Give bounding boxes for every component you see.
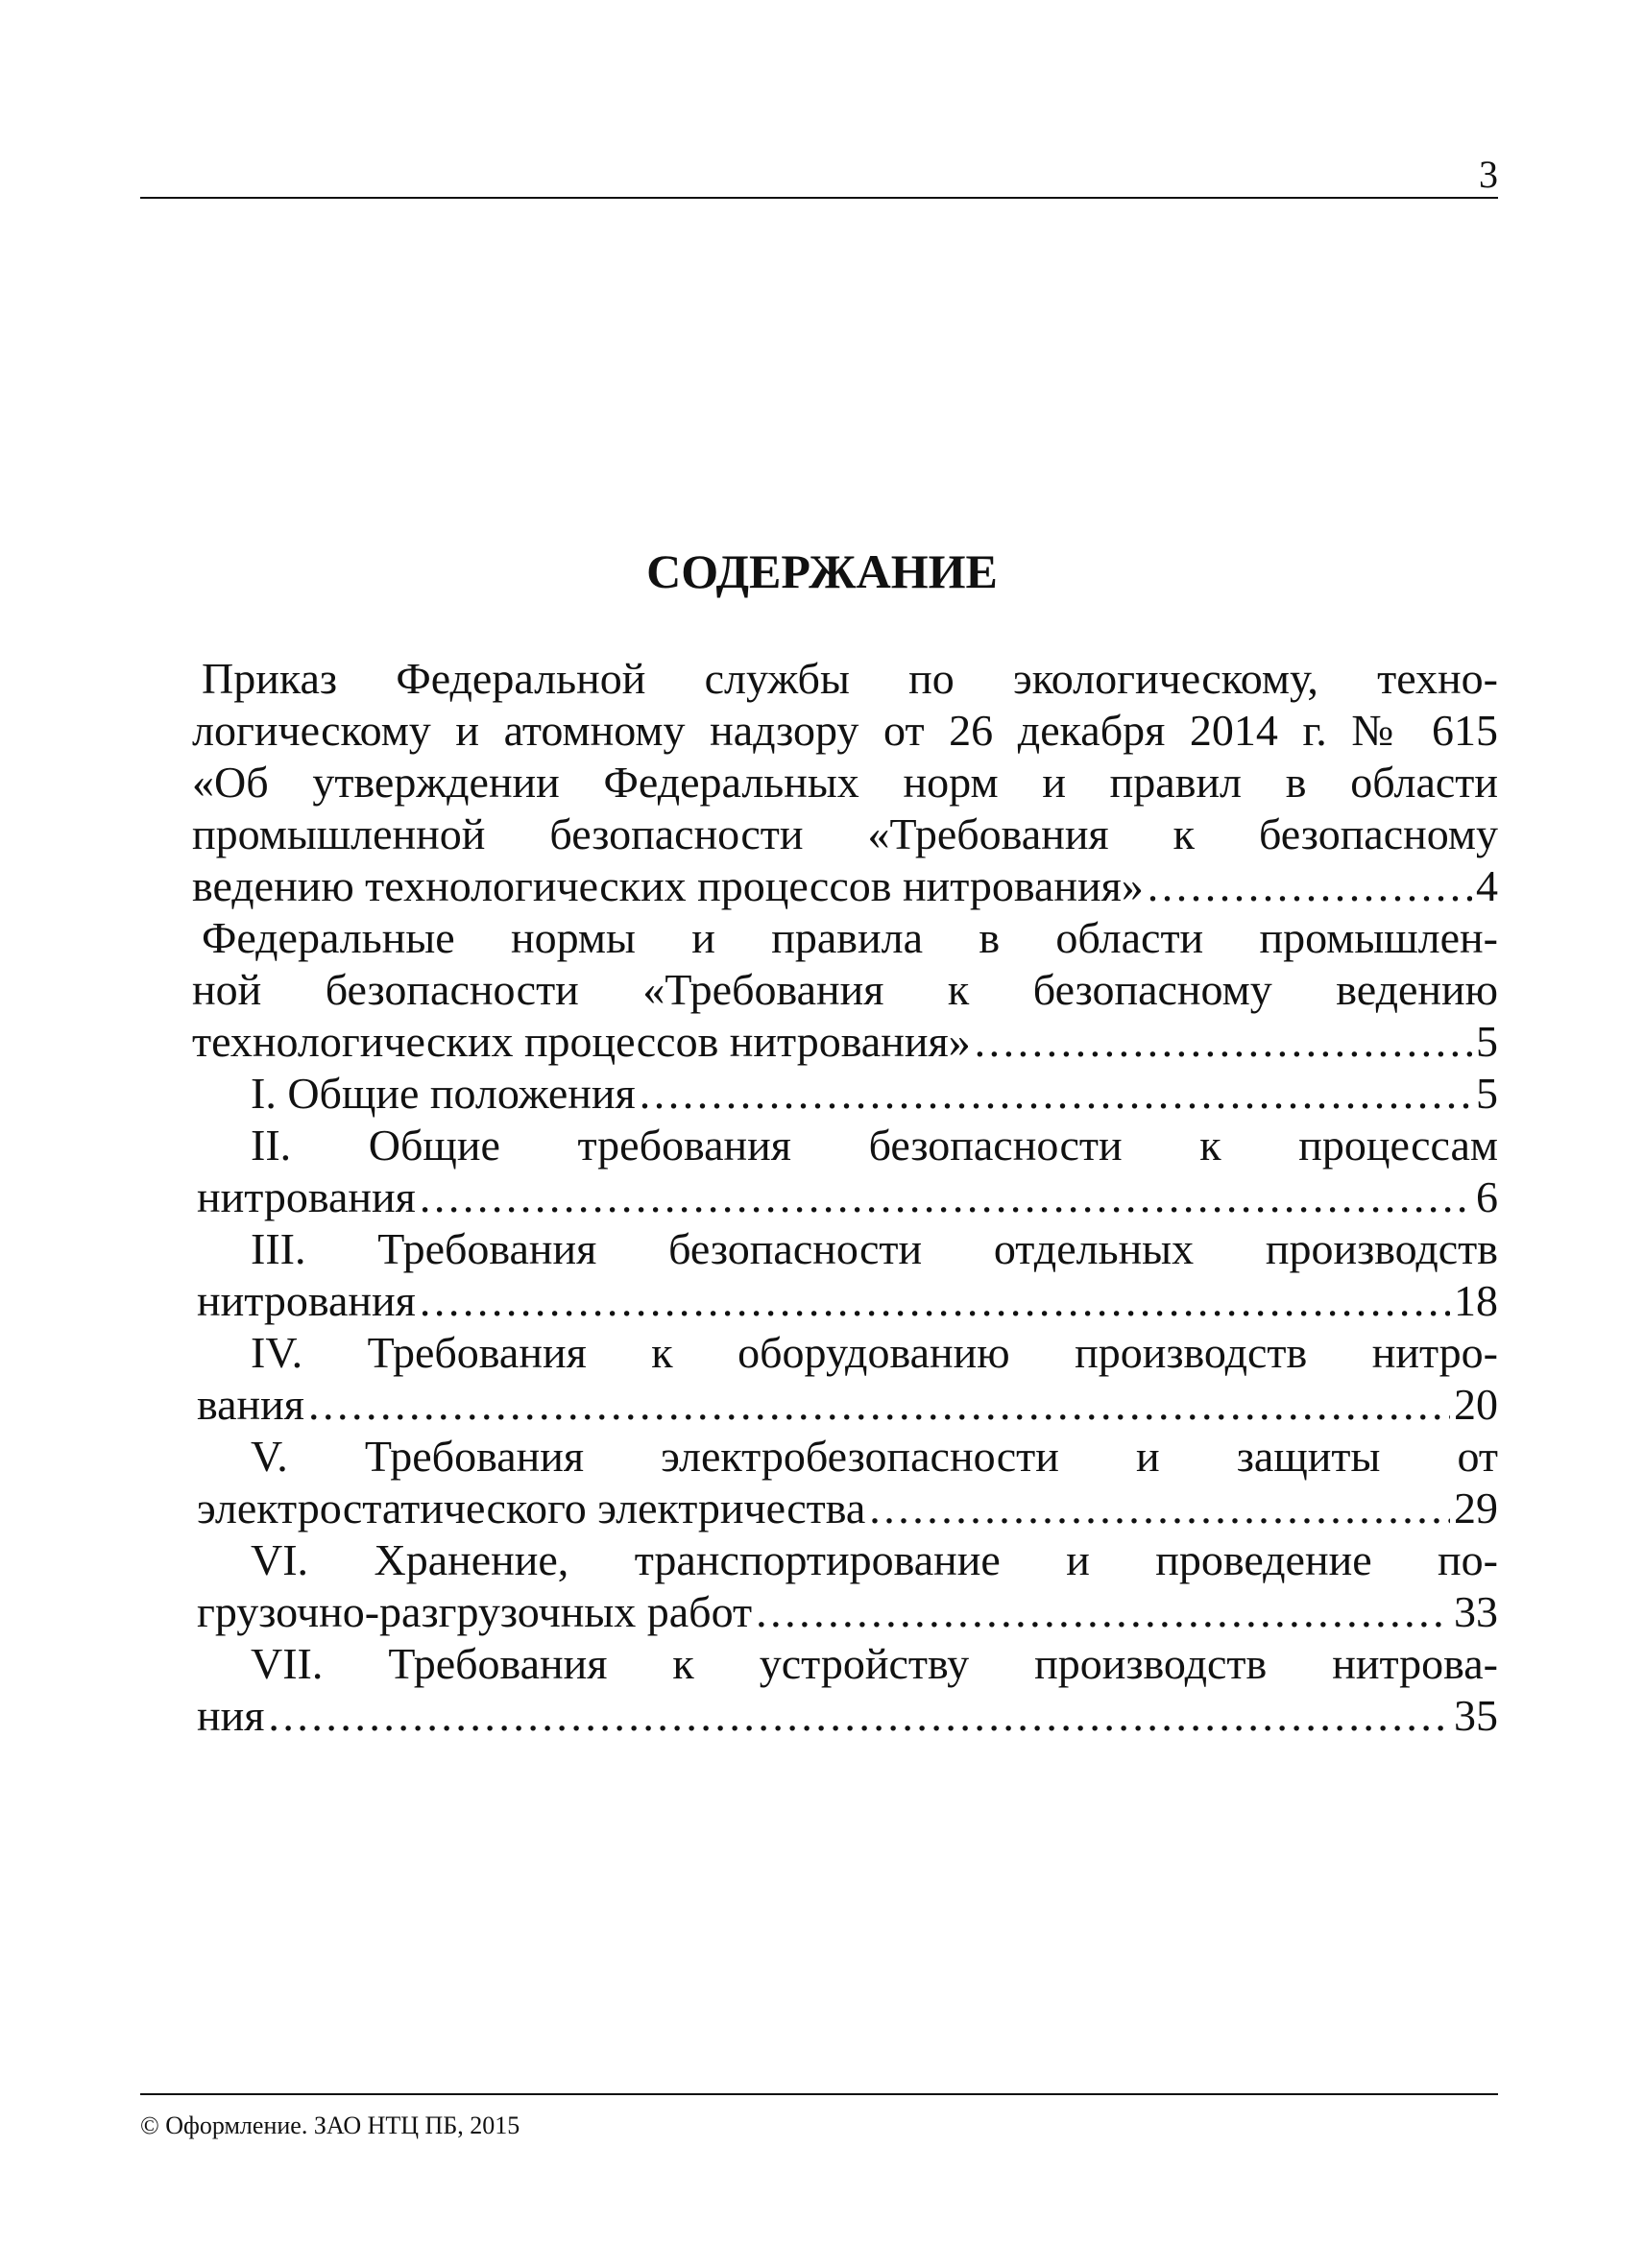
toc-entry-line: электростатического электричества: [197, 1484, 866, 1532]
toc-entry-order[interactable]: [192, 653, 1498, 912]
toc-page-number: 35: [1454, 1691, 1498, 1740]
toc-entry-line: ведению технологических процессов нитрования»: [192, 861, 1144, 910]
toc-entry-section-3[interactable]: [192, 1223, 1498, 1327]
toc-entry-line: ной безопасности «Требования к безопасному ведению: [192, 965, 1498, 1014]
toc-entry-line: V. Требования электробезопасности и защиты от: [251, 1432, 1498, 1481]
toc-entry-section-4[interactable]: [192, 1327, 1498, 1431]
toc-entry-federal-norms[interactable]: [192, 912, 1498, 1068]
toc-entry-leader-line: [192, 1379, 1498, 1431]
toc-page-number: 5: [1476, 1017, 1498, 1066]
toc-page-number: 33: [1454, 1587, 1498, 1636]
dot-leader: [420, 1275, 1450, 1327]
toc-entry-line: I. Общие положения: [251, 1069, 636, 1118]
toc-entry-line: ния: [197, 1691, 265, 1740]
toc-entry-line: нитрования: [197, 1172, 416, 1221]
toc-entry-section-7[interactable]: [192, 1638, 1498, 1742]
dot-leader: [756, 1586, 1450, 1638]
toc-entry-line: грузочно-разгрузочных работ: [197, 1587, 753, 1636]
copyright-notice: © Оформление. ЗАО НТЦ ПБ, 2015: [140, 2111, 520, 2139]
toc-page-number: 18: [1454, 1276, 1498, 1325]
toc-entry-leader-line: [192, 1171, 1498, 1223]
toc-entry-leader-line: [192, 860, 1498, 912]
toc-entry-leader-line: [192, 1275, 1498, 1327]
toc-entry-line: промышленной безопасности «Требования к безопасному: [192, 809, 1498, 858]
toc-entry-line: логическому и атомному надзору от 26 декабря 2014 г. № 615: [192, 706, 1498, 755]
dot-leader: [268, 1690, 1450, 1742]
toc-page-number: 5: [1476, 1069, 1498, 1118]
toc-entry-line: Приказ Федеральной службы по экологическому, техно-: [202, 654, 1498, 703]
toc-entry-line: II. Общие требования безопасности к процессам: [251, 1121, 1498, 1170]
toc-page-number: 20: [1454, 1380, 1498, 1429]
toc-entry-section-5[interactable]: [192, 1431, 1498, 1534]
toc-entry-leader-line: [192, 1586, 1498, 1638]
table-of-contents: [192, 653, 1498, 1742]
toc-entry-line: Федеральные нормы и правила в области промышлен-: [202, 913, 1498, 962]
toc-entry-line: VII. Требования к устройству производств нитрова-: [251, 1639, 1498, 1688]
toc-entry-line: технологических процессов нитрования»: [192, 1017, 971, 1066]
toc-entry-line: IV. Требования к оборудованию производств нитро-: [251, 1328, 1498, 1377]
toc-page-number: 29: [1454, 1484, 1498, 1532]
toc-entry-leader-line: [192, 1690, 1498, 1742]
dot-leader: [308, 1379, 1450, 1431]
toc-entry-line: вания: [197, 1380, 304, 1429]
header-rule: [140, 197, 1498, 199]
toc-entry-leader-line: [192, 1068, 1498, 1120]
dot-leader: [420, 1171, 1472, 1223]
dot-leader: [1148, 860, 1472, 912]
dot-leader: [975, 1016, 1472, 1068]
toc-entry-line: «Об утверждении Федеральных норм и правил в области: [192, 758, 1498, 807]
dot-leader: [869, 1483, 1450, 1534]
toc-page-number: 4: [1476, 861, 1498, 910]
dot-leader: [640, 1068, 1472, 1120]
toc-entry-section-2[interactable]: [192, 1120, 1498, 1223]
page-number: 3: [1479, 153, 1498, 196]
toc-entry-leader-line: [192, 1483, 1498, 1534]
toc-entry-leader-line: [192, 1016, 1498, 1068]
toc-entry-section-1[interactable]: [192, 1068, 1498, 1120]
toc-entry-line: нитрования: [197, 1276, 416, 1325]
toc-title: СОДЕРЖАНИЕ: [646, 544, 998, 598]
toc-entry-section-6[interactable]: [192, 1534, 1498, 1638]
toc-entry-line: III. Требования безопасности отдельных производств: [251, 1224, 1498, 1273]
toc-entry-line: VI. Хранение, транспортирование и проведение по-: [251, 1535, 1498, 1584]
toc-page-number: 6: [1476, 1172, 1498, 1221]
footer-rule: [140, 2093, 1498, 2095]
